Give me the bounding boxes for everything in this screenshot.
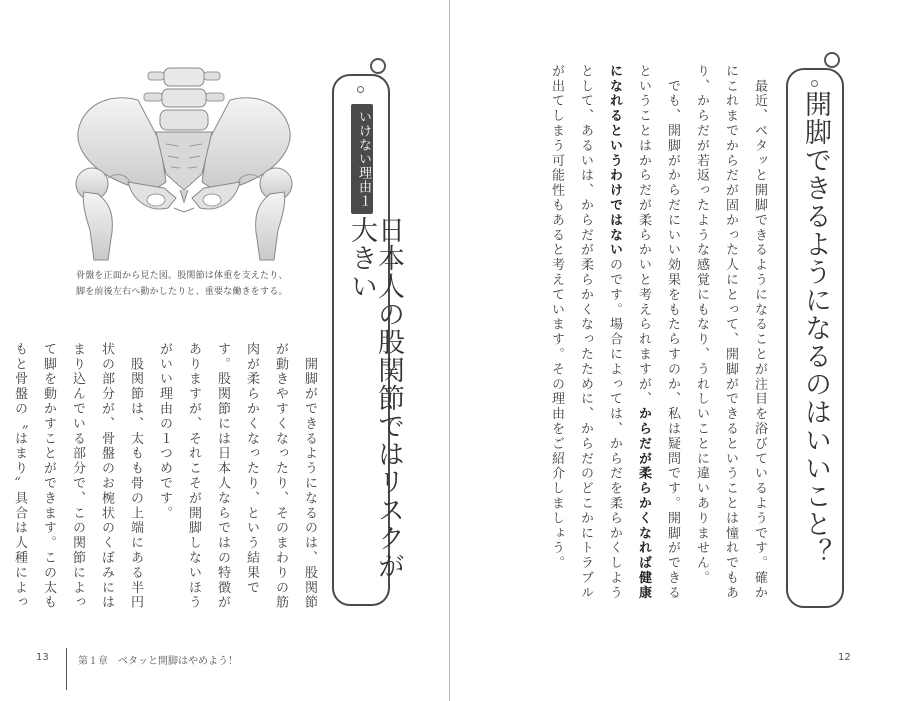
tag-ring [824,52,840,68]
caption-line-1: 骨盤を正面から見た図。股関節は体重を支えたり、 [76,271,288,281]
caption-line-2: 脚を前後左右へ動かしたりと、重要な働きをする。 [76,287,288,297]
left-paragraph-1: 開脚ができるようになるのは、股関節が動きやすくなったり、そのまわりの筋肉が柔らかくなったり、という結果です。股関節には日本人ならではの特徴がありますが、それこそが開脚しないほうがいい理由の１つめです。 [157,342,317,611]
tag-ring [370,58,386,74]
figure-caption [76,268,288,300]
right-paragraph-1: 最近、ベタッと開脚できるようになることが注目を浴びているようです。確かにこれまでからだが固かった人にとって、開脚ができるということは憧れでもあり、からだが若返ったような感覚にもなり、うれしいことに違いありません。 [694,64,767,601]
section-title: 日本人の股関節ではリスクが大きい [346,216,404,580]
page-number-left: 13 [36,652,49,663]
left-paragraph-2: 股関節は、太もも骨の上端にある半円状の部分が、骨盤のお椀状のくぼみにはまり込んでいる部分で、この関節によって脚を動かすことができます。この太ももと骨盤の〝はまり〟具合は人種によっ [12,342,143,611]
running-head: 第１章 ベタッと開脚はやめよう！ [78,656,238,667]
chapter-heading: 開脚できるようになるのはいいこと？ [800,90,831,566]
right-body-text [549,64,774,612]
tag-hole [357,86,364,93]
right-paragraph-2 [542,64,687,612]
section-label: いけない理由１ [351,104,373,214]
right-paragraph-2-rest: のです。場合によっては、からだを柔らかくしようとして、あるいは、からだが柔らかくなったために、からだのどこかにトラブルが出てしまう可能性もあると考えています。その理由をご紹介しましょう。 [549,64,622,601]
section-tag [332,74,404,606]
chapter-divider [66,648,67,690]
left-body-text [12,342,324,618]
right-paragraph-2-text: でも、開脚がからだにいい効果をもたらすのか、私は疑問です。開脚ができるということはからだが柔らかいと考えられますが、 [636,64,680,601]
emphasis-text: からだが柔らかくなれば健康になれるというわけではない [607,64,651,601]
heading-tag [786,68,844,608]
pelvis-illustration [68,62,300,262]
right-page [450,0,900,701]
page-number-right: 12 [838,652,851,663]
tag-hole [811,80,818,87]
